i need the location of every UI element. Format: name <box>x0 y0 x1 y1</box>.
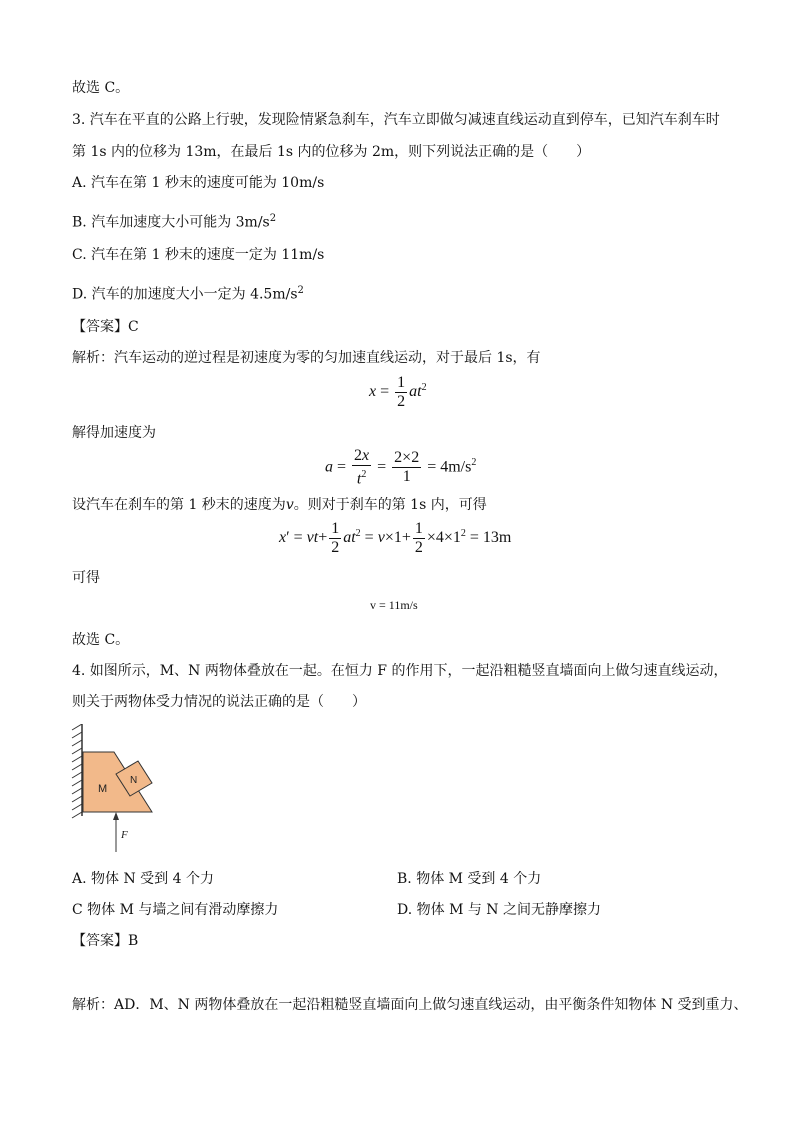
equation-first-second: x′ = vt+ $\frac{1}{2}$ $at^2 = v\times 1+$ $\frac{1}{2}$ $\times 4\times 1^2 = 13m$ <box>279 520 512 556</box>
analysis-3: 解析：汽车运动的逆过程是初速度为零的匀加速直线运动，对于最后 1s，有 <box>72 350 541 366</box>
text-set-v <box>72 495 487 515</box>
analysis-4: 解析：AD．M、N 两物体叠放在一起沿粗糙竖直墙面向上做匀速直线运动，由平衡条件知物体 N 受到重力、 <box>72 997 748 1013</box>
option-d-text: D. 汽车的加速度大小一定为 4.5m/s <box>72 286 298 303</box>
equation-v-result: v = 11m/s <box>370 598 418 612</box>
question-3-stem-cont: 第 1s 内的位移为 13m，在最后 1s 内的位移为 2m，则下列说法正确的是（ ） <box>72 144 591 160</box>
superscript: 2 <box>297 285 304 296</box>
question-3-stem: 3. 汽车在平直的公路上行驶，发现险情紧急刹车，汽车立即做匀减速直线运动直到停车，已知汽车刹车时 <box>72 112 720 128</box>
question-4-option-d: D. 物体 M 与 N 之间无静摩擦力 <box>397 902 602 918</box>
question-4-stem-cont: 则关于两物体受力情况的说法正确的是（ ） <box>72 694 366 710</box>
equation-displacement: x = $\frac{1}{2}$ $at^2$ <box>369 374 427 410</box>
equation-acceleration: a = $\frac{2x}{t^2}$ = $\frac{2\times 2}{1}$ = $4m/s^2$ <box>325 447 477 488</box>
answer-4: 【答案】B <box>72 933 139 949</box>
text-solve-a: 解得加速度为 <box>72 425 156 441</box>
question-4-stem: 4. 如图所示，M、N 两物体叠放在一起。在恒力 F 的作用下，一起沿粗糙竖直墙面向上做匀速直线运动， <box>72 663 728 679</box>
text-conclusion-3: 故选 C。 <box>72 632 130 648</box>
question-4-option-c: C 物体 M 与墙之间有滑动摩擦力 <box>72 902 279 918</box>
option-b-text: B. 汽车加速度大小可能为 3m/s <box>72 214 270 231</box>
force-diagram-figure <box>68 724 178 859</box>
option-c: C. 汽车在第 1 秒末的速度一定为 11m/s <box>72 247 325 263</box>
question-4-option-a: A. 物体 N 受到 4 个力 <box>72 871 214 887</box>
force-arrow-head <box>113 812 119 820</box>
answer-3: 【答案】C <box>72 319 139 335</box>
text-line: 故选 C。 <box>72 80 130 96</box>
label-n: N <box>130 775 138 786</box>
option-b <box>72 209 276 233</box>
text-kede: 可得 <box>72 570 100 586</box>
option-a: A. 汽车在第 1 秒末的速度可能为 10m/s <box>72 175 325 191</box>
label-f: F <box>121 829 128 841</box>
set-v-tail: 。则对于刹车的第 1s 内，可得 <box>293 497 487 513</box>
wall-hatching <box>72 724 82 818</box>
label-m: M <box>98 783 108 795</box>
option-d <box>72 281 304 305</box>
question-4-option-b: B. 物体 M 受到 4 个力 <box>397 871 542 887</box>
superscript: 2 <box>269 213 277 224</box>
variable-v: v <box>285 497 294 513</box>
set-v-text: 设汽车在刹车的第 1 秒末的速度为 <box>72 497 286 513</box>
